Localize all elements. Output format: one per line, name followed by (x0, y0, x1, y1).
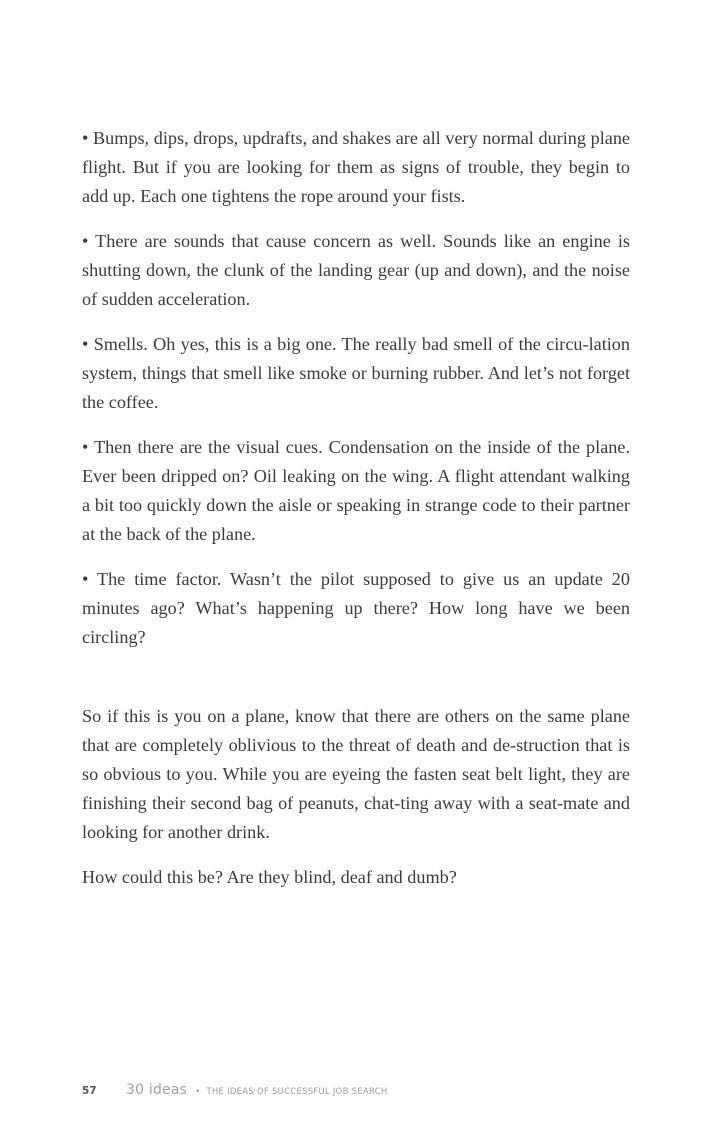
book-brand: 30 ideas (126, 1082, 188, 1098)
paragraph-oblivious-passengers: So if this is you on a plane, know that there are others on the same plane that are completely oblivious to the threat of death and de-struction that is so obvious to you. While you are eyeing the fasten seat belt light, they are finishing their second bag of peanuts, chat-ting away with a seat-mate and looking for another drink. (82, 706, 630, 842)
paragraph-spacer (82, 211, 630, 227)
bullet-paragraph-bumps: • Bumps, dips, drops, updrafts, and shakes are all very normal during plane flight. But if you are looking for them as signs of trouble, they begin to add up. Each one tightens the rope around your fists. (82, 128, 630, 206)
paragraph-spacer (82, 314, 630, 330)
footer-separator: • (195, 1087, 201, 1097)
section-spacer (82, 652, 630, 702)
page-number: 57 (82, 1085, 97, 1097)
body-text (82, 124, 630, 892)
paragraph-spacer (82, 847, 630, 863)
bullet-paragraph-time-factor: • The time factor. Wasn’t the pilot supposed to give us an update 20 minutes ago? What’s happening up there? How long have we been circling? (82, 569, 630, 647)
paragraph-spacer (82, 549, 630, 565)
bullet-paragraph-sounds: • There are sounds that cause concern as well. Sounds like an engine is shutting down, the clunk of the landing gear (up and down), and the noise of sudden acceleration. (82, 231, 630, 309)
book-subtitle: THE IDEAS OF SUCCESSFUL JOB SEARCH (206, 1087, 388, 1097)
page-footer (82, 1082, 642, 1106)
bullet-paragraph-smells: • Smells. Oh yes, this is a big one. The really bad smell of the circu-lation system, things that smell like smoke or burning rubber. And let’s not forget the coffee. (82, 334, 630, 412)
paragraph-spacer (82, 417, 630, 433)
bullet-paragraph-visual-cues: • Then there are the visual cues. Condensation on the inside of the plane. Ever been dripped on? Oil leaking on the wing. A flight attendant walking a bit too quickly down the aisle or speaking in strange code to their partner at the back of the plane. (82, 437, 630, 544)
paragraph-question: How could this be? Are they blind, deaf and dumb? (82, 867, 457, 887)
